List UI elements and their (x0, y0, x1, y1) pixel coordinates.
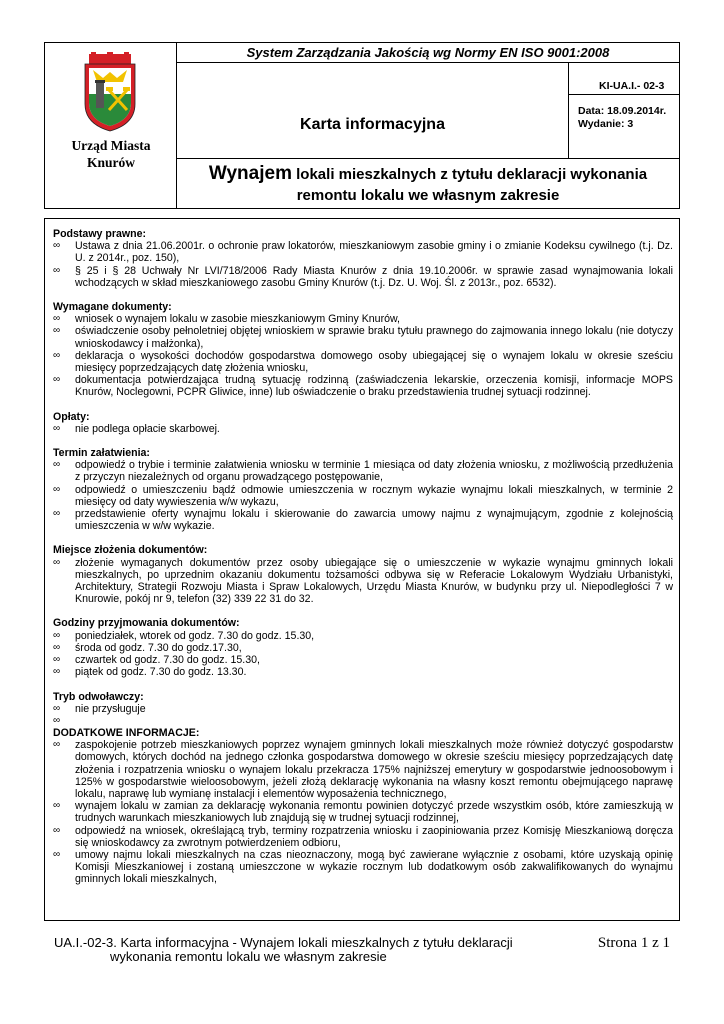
document-title (177, 159, 679, 208)
bullet-icon: ∞ (53, 714, 61, 726)
bullet-icon: ∞ (53, 264, 61, 276)
list-item (53, 630, 673, 642)
bullet-icon: ∞ (53, 483, 61, 495)
document-code-cell (569, 63, 679, 95)
bullet-icon: ∞ (53, 848, 61, 860)
section-fees (53, 411, 673, 435)
list-item (53, 800, 673, 824)
office-name (45, 137, 177, 171)
bullet-icon: ∞ (53, 641, 61, 653)
section-title: Termin załatwienia: (53, 447, 150, 460)
section-title: Wymagane dokumenty: (53, 301, 172, 314)
list-item (53, 703, 673, 715)
list-item-text: odpowiedź na wniosek, określającą tryb, terminy rozpatrzenia wniosku i zaopiniowania przez Komisję Mieszkaniową doręcza się wnioskodawcy za zwrotnym potwierdzeniem odbioru, (75, 824, 673, 849)
card-title-cell (177, 63, 569, 159)
list-item-text: umowy najmu lokali mieszkalnych na czas nieoznaczony, mogą być zawierane wyłącznie z osobami, które uzyskają opinię Komisji Mieszkaniowej i zostaną umieszczone w wykazie rocznym lub dodatkowym osób zakwalifikowanych do wynajmu gminnych lokali mieszkalnych, (75, 848, 673, 886)
footer-line1: UA.I.-02-3. Karta informacyjna - Wynajem lokali mieszkalnych z tytułu deklaracji (54, 935, 513, 950)
section-title: Podstawy prawne: (53, 228, 147, 240)
list-item-text: deklaracja o wysokości dochodów gospodarstwa domowego osoby ubiegającej się o wynajem lokalu w okresie sześciu miesięcy poprzedzających datę złożenia wniosku, (75, 349, 673, 375)
bullet-list (53, 240, 673, 289)
list-item-text: nie przysługuje (75, 702, 146, 715)
list-item (53, 484, 673, 508)
document-edition: Wydanie: 3 (578, 118, 634, 130)
list-item-text: czwartek od godz. 7.30 do godz. 15.30, (75, 654, 260, 667)
bullet-icon: ∞ (53, 508, 61, 520)
section-title: Godziny przyjmowania dokumentów: (53, 617, 240, 630)
bullet-icon: ∞ (53, 629, 61, 641)
logo-cell (45, 43, 177, 208)
bullet-list (53, 702, 673, 726)
date-cell (569, 95, 679, 159)
list-item-text: złożenie wymaganych dokumentów przez osoby ubiegające się o umieszczenie w wykazie wynajmu gminnych lokali mieszkalnych, po uprzednim okazaniu dokumentu tożsamości odbywa się w Referacie Lokalowym Wydziału Urbanistyki, Architektury, Strategii Rozwoju Miasta i Spraw Lokalowych, Urzędu Miasta Knurów, w budynku przy ul. Niepodległości 7 w Knurowie, pokój nr 9, telefon (32) 339 22 31 do 32. (75, 556, 673, 606)
section-legal (53, 228, 673, 289)
list-item (53, 557, 673, 606)
list-item (53, 265, 673, 289)
section-hours (53, 617, 673, 678)
content-box (44, 218, 680, 921)
office-line2: Knurów (86, 155, 135, 170)
bullet-list (53, 630, 673, 679)
bullet-icon: ∞ (53, 702, 61, 714)
bullet-list (53, 557, 673, 606)
list-item (53, 423, 673, 435)
bullet-icon: ∞ (53, 349, 61, 361)
document-code: KI-UA.I.- 02-3 (599, 80, 665, 92)
bullet-icon: ∞ (53, 422, 61, 434)
content-body (53, 228, 673, 898)
list-item (53, 654, 673, 666)
section-title: Miejsce złożenia dokumentów: (53, 544, 208, 557)
office-line1: Urząd Miasta (71, 138, 151, 153)
bullet-list (53, 739, 673, 885)
bullet-icon: ∞ (53, 325, 61, 337)
bullet-list (53, 313, 673, 398)
list-item (53, 374, 673, 398)
bullet-icon: ∞ (53, 800, 61, 812)
list-item-text: § 25 i § 28 Uchwały Nr LVI/718/2006 Rady Miasta Knurów z dnia 19.10.2006r. w sprawie zasad wynajmowania lokali wchodzących w skład mieszkaniowego zasobu Gminy Knurów (t.j. Dz. U. Woj. Śl. z 2013r., poz. 6532). (75, 264, 673, 289)
document-title-big: Wynajem (208, 163, 292, 184)
list-item-text: zaspokojenie potrzeb mieszkaniowych poprzez wynajem gminnych lokali mieszkalnych może również dotyczyć gospodarstw domowych, których dochód na jednego członka gospodarstwa domowego w okresie sześciu miesięcy poprzedzających datę złożenia i rozpatrzenia wniosku o wynajem lokalu przekracza 175% najniższej emerytury w gospodarstwie jednoosobowym i 125% w gospodarstwie wieloosobowym, jeżeli złożą deklarację wykonania na własny koszt remontu obejmującego naprawę lokalu, naprawę lub wymianę instalacji i elementów wyposażenia technicznego, (75, 739, 673, 800)
list-item-text: poniedziałek, wtorek od godz. 7.30 do godz. 15.30, (75, 629, 315, 642)
bullet-icon: ∞ (53, 240, 61, 252)
list-item-text: Ustawa z dnia 21.06.2001r. o ochronie praw lokatorów, mieszkaniowym zasobie gminy i o zmianie Kodeksu cywilnego (t.j. Dz. U. z 2014r., poz. 150), (75, 240, 673, 265)
bullet-icon: ∞ (53, 374, 61, 386)
list-item-text: wniosek o wynajem lokalu w zasobie mieszkaniowym Gminy Knurów, (75, 313, 401, 326)
header-table (44, 42, 680, 209)
list-item-text: odpowiedź o umieszczeniu bądź odmowie umieszczenia w rocznym wykazie wynajmu lokali mieszkalnych, w terminie 2 miesięcy od daty wywieszenia w/w wykazu, (75, 483, 673, 508)
document-title-line2: remontu lokalu we własnym zakresie (296, 187, 560, 204)
section-title: Tryb odwoławczy: (53, 690, 144, 703)
bullet-icon: ∞ (53, 654, 61, 666)
list-item-text: dokumentacja potwierdzająca trudną sytuację rodzinną (zaświadczenia lekarskie, orzeczenia komisji, informacje MOPS Knurów, Noclegowni, PCPR Gliwice, inne) lub oświadczenie o braku przedstawienia trudnej sytuacji rodzinnej. (75, 374, 673, 399)
list-item-text: odpowiedź o trybie i terminie załatwienia wniosku w terminie 1 miesiąca od daty złożenia wniosku, z możliwością przedłużenia z przyczyn niezależnych od organu prowadzącego postępowanie, (75, 459, 673, 484)
section-place (53, 544, 673, 605)
section-deadline (53, 447, 673, 532)
document-date: Data: 18.09.2014r. (578, 105, 667, 117)
bullet-icon: ∞ (53, 666, 61, 678)
list-item-text: środa od godz. 7.30 do godz.17.30, (75, 641, 242, 654)
list-item-text: oświadczenie osoby pełnoletniej objętej wnioskiem w sprawie braku tytułu prawnego do zajmowania innego lokalu (nie dotyczy wnioskodawcy i małżonka), (75, 325, 673, 350)
list-item-text: przedstawienie oferty wynajmu lokalu i skierowanie do zawarcia umowy najmu z wynajmującym, zgodnie z kolejnością umieszczenia w w/w wykazie. (75, 508, 673, 533)
bullet-icon: ∞ (53, 739, 61, 751)
list-item (53, 313, 673, 325)
bullet-list (53, 459, 673, 532)
section-documents (53, 301, 673, 399)
quality-system-label: System Zarządzania Jakością wg Normy EN ISO 9001:2008 (177, 43, 679, 63)
page-number: Strona 1 z 1 (597, 935, 670, 951)
list-item (53, 849, 673, 886)
footer-line2: wykonania remontu lokalu we własnym zakresie (110, 949, 387, 964)
section-title: Opłaty: (53, 410, 90, 423)
list-item (53, 508, 673, 532)
section-additional (53, 727, 673, 886)
list-item (53, 642, 673, 654)
list-item (53, 825, 673, 849)
list-item-text: nie podlega opłacie skarbowej. (75, 422, 220, 435)
section-title: DODATKOWE INFORMACJE: (53, 726, 200, 739)
bullet-icon: ∞ (53, 459, 61, 471)
city-coat-of-arms-icon (81, 52, 139, 132)
list-item (53, 666, 673, 678)
list-item-text: wynajem lokalu w zamian za deklarację wykonania remontu powinien dotyczyć przede wszystkim osób, które zamieszkują w trudnych warunkach mieszkaniowych lub znajdują się w trudnej sytuacji rodzinnej, (75, 800, 673, 825)
list-item (53, 240, 673, 264)
bullet-icon: ∞ (53, 313, 61, 325)
list-item (53, 459, 673, 483)
bullet-list (53, 423, 673, 435)
list-item (53, 325, 673, 349)
section-appeal (53, 690, 673, 726)
document-title-rest: lokali mieszkalnych z tytułu deklaracji wykonania (291, 166, 648, 183)
card-title: Karta informacyjna (300, 116, 445, 133)
list-item-text: piątek od godz. 7.30 do godz. 13.30. (75, 666, 247, 679)
list-item (53, 350, 673, 374)
bullet-icon: ∞ (53, 556, 61, 568)
bullet-icon: ∞ (53, 824, 61, 836)
list-item (53, 739, 673, 800)
